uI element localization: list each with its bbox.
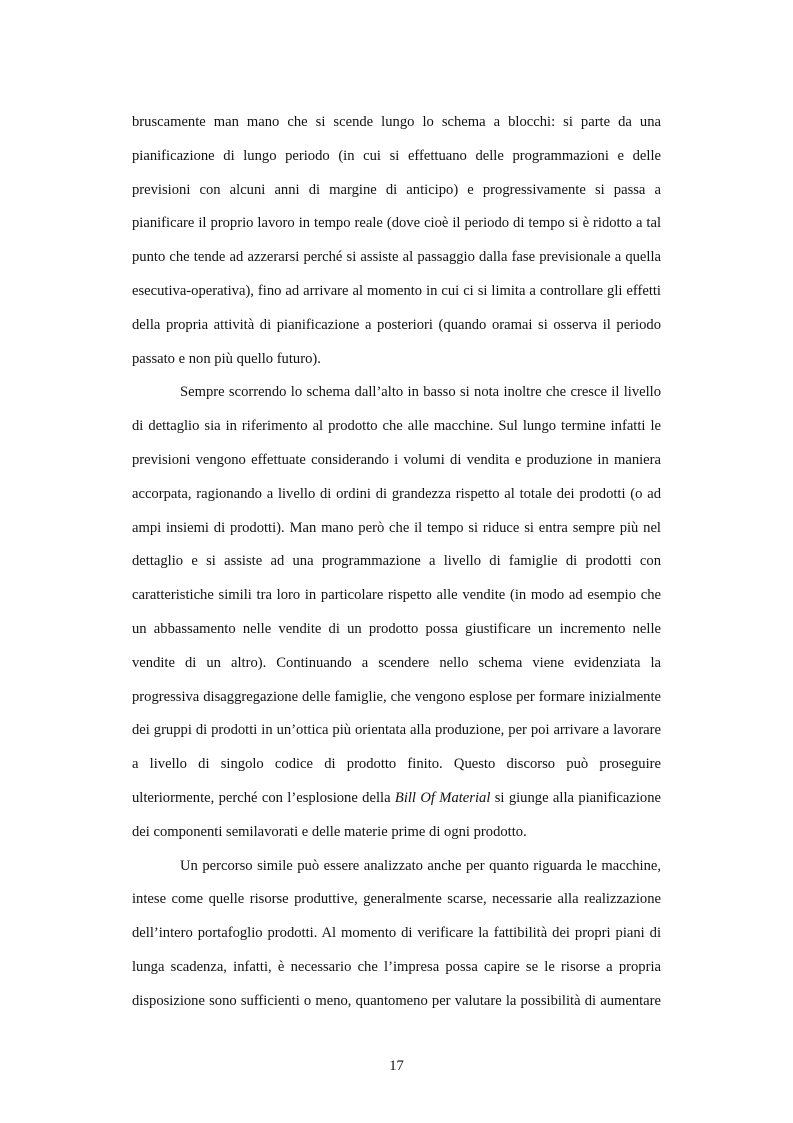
text-line: un abbassamento nelle vendite di un prodotto possa giustificare un incremento nelle	[132, 620, 661, 637]
italic-term: Bill Of Material	[394, 789, 491, 806]
text-line-with-italic	[132, 787, 661, 821]
document-body	[132, 111, 661, 1024]
text-line: disposizione sono sufficienti o meno, quantomeno per valutare la possibilità di aumentare	[132, 992, 661, 1009]
text-line: pianificazione di lungo periodo (in cui si effettuano delle programmazioni e delle	[132, 147, 661, 164]
text-run: si giunge alla pianificazione	[490, 789, 661, 806]
text-line: dei gruppi di prodotti in un’ottica più orientata alla produzione, per poi arrivare a lavorare	[132, 722, 661, 739]
text-line: ampi insiemi di prodotti). Man mano però che il tempo si riduce si entra sempre più nel	[132, 519, 661, 536]
text-line: pianificare il proprio lavoro in tempo reale (dove cioè il periodo di tempo si è ridotto a tal	[132, 215, 661, 232]
text-line: dettaglio e si assiste ad una programmazione a livello di famiglie di prodotti con	[132, 553, 661, 570]
page-number: 17	[389, 1058, 404, 1074]
text-line: dei componenti semilavorati e delle materie prime di ogni prodotto.	[132, 823, 527, 840]
paragraph-3	[132, 855, 661, 1024]
text-line: Un percorso simile può essere analizzato anche per quanto riguarda le macchine,	[180, 857, 661, 874]
text-run: ulteriormente, perché con l’esplosione della	[132, 789, 395, 806]
paragraph-2	[132, 381, 661, 854]
text-line: passato e non più quello futuro).	[132, 350, 321, 367]
text-line: esecutiva-operativa), fino ad arrivare al momento in cui ci si limita a controllare gli effetti	[132, 282, 661, 299]
text-line: Sempre scorrendo lo schema dall’alto in basso si nota inoltre che cresce il livello	[180, 384, 661, 401]
text-line: punto che tende ad azzerarsi perché si assiste al passaggio dalla fase previsionale a quella	[132, 249, 661, 266]
text-line: previsioni con alcuni anni di margine di anticipo) e progressivamente si passa a	[132, 181, 661, 198]
text-line: a livello di singolo codice di prodotto finito. Questo discorso può proseguire	[132, 756, 661, 773]
text-line: vendite di un altro). Continuando a scendere nello schema viene evidenziata la	[132, 654, 661, 671]
text-line: di dettaglio sia in riferimento al prodotto che alle macchine. Sul lungo termine infatti le	[132, 418, 661, 435]
text-line: lunga scadenza, infatti, è necessario che l’impresa possa capire se le risorse a propria	[132, 958, 661, 975]
text-line: bruscamente man mano che si scende lungo lo schema a blocchi: si parte da una	[132, 114, 661, 130]
paragraph-1	[132, 111, 661, 381]
text-line: intese come quelle risorse produttive, generalmente scarse, necessarie alla realizzazione	[132, 891, 661, 908]
text-line: progressiva disaggregazione delle famiglie, che vengono esplose per formare inizialmente	[132, 688, 661, 705]
text-line: previsioni vengono effettuate considerando i volumi di vendita e produzione in maniera	[132, 451, 661, 468]
text-line: della propria attività di pianificazione a posteriori (quando oramai si osserva il periodo	[132, 316, 661, 333]
text-line: dell’intero portafoglio prodotti. Al momento di verificare la fattibilità dei propri piani di	[132, 925, 661, 942]
text-line: accorpata, ragionando a livello di ordini di grandezza rispetto al totale dei prodotti (o ad	[132, 485, 661, 502]
text-line: caratteristiche simili tra loro in particolare rispetto alle vendite (in modo ad esempio che	[132, 587, 661, 604]
